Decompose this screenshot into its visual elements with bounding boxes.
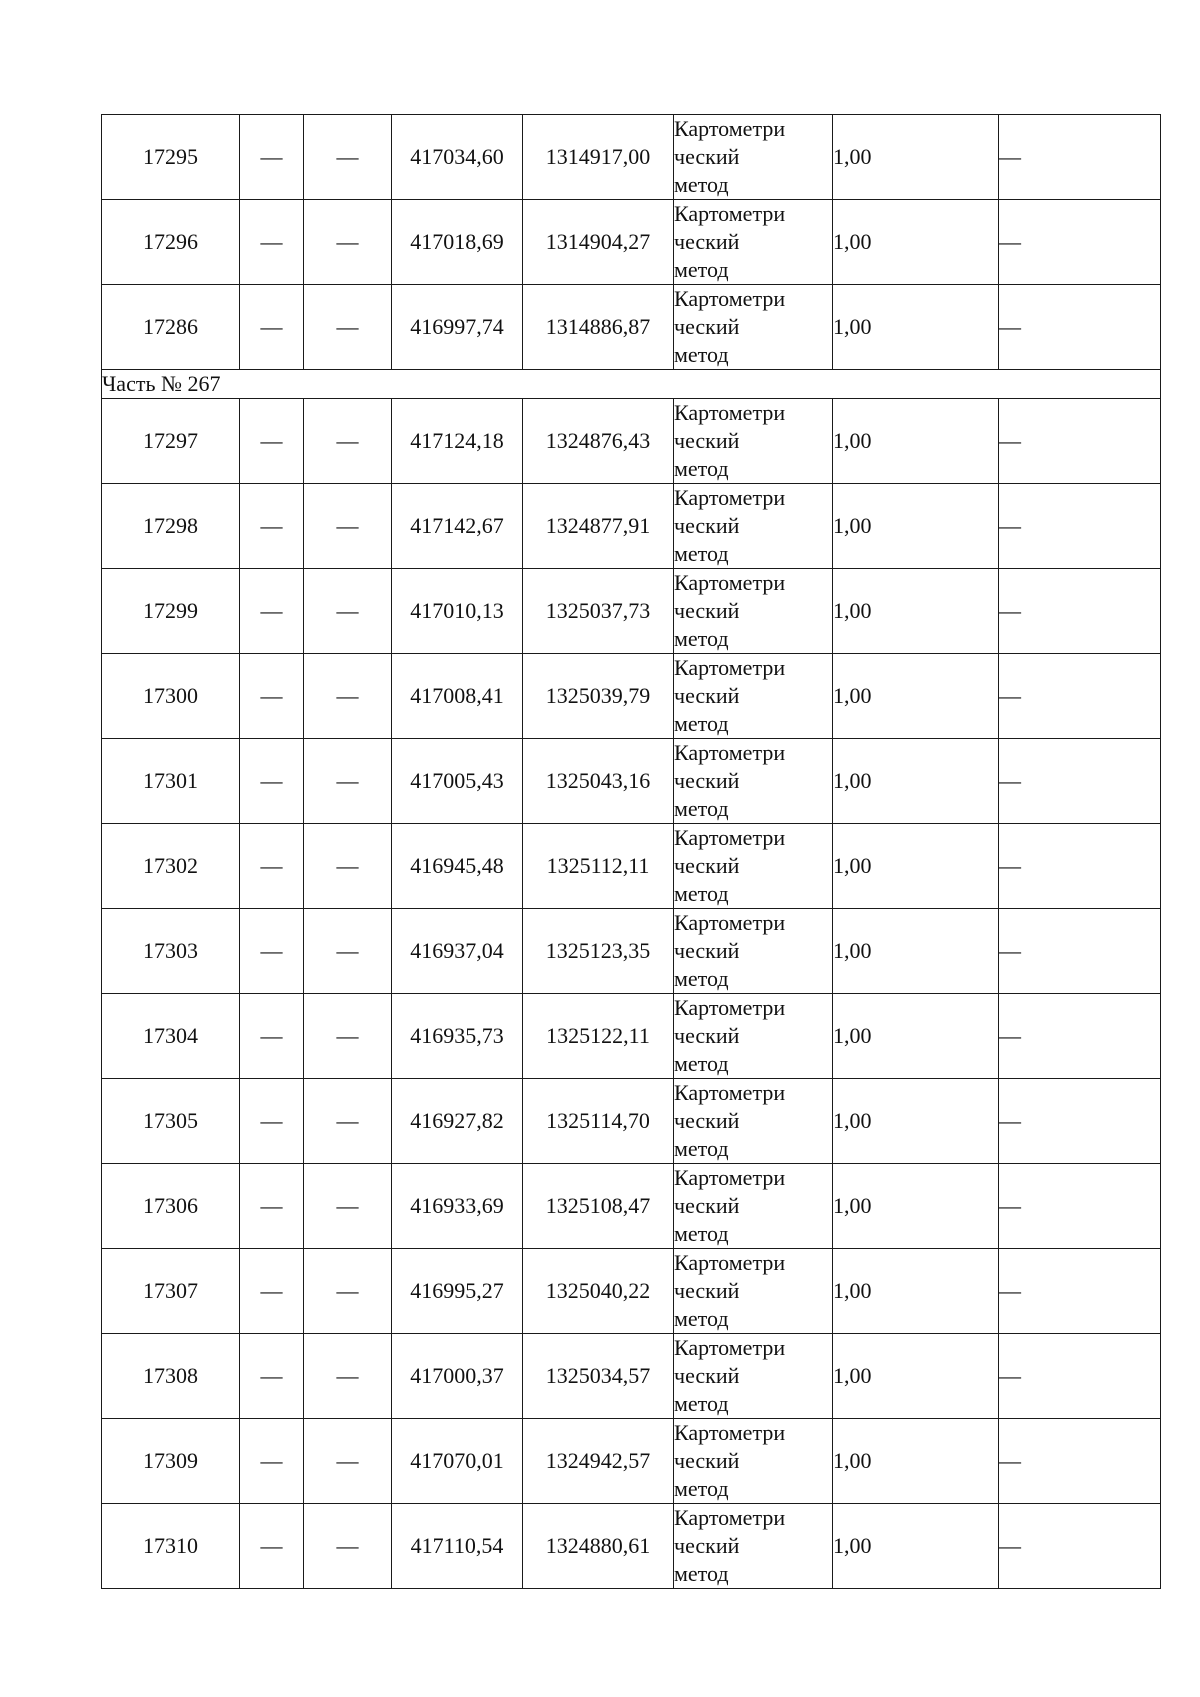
method-text-line: Картометри (674, 740, 786, 765)
x-coordinate-cell: 416935,73 (392, 994, 523, 1079)
method-text-line: ческий (674, 768, 740, 793)
point-number-cell: 17310 (102, 1504, 240, 1589)
method-text-line: ческий (674, 428, 740, 453)
x-coordinate-cell: 416937,04 (392, 909, 523, 994)
old-x-cell: — (240, 569, 304, 654)
coordinates-table (101, 114, 1161, 1589)
method-cell (674, 1164, 833, 1249)
old-y-cell: — (304, 654, 392, 739)
y-coordinate-cell: 1325043,16 (523, 739, 674, 824)
method-cell (674, 115, 833, 200)
table-row (102, 285, 1161, 370)
method-text-line: метод (674, 711, 729, 736)
accuracy-cell: 1,00 (833, 115, 999, 200)
method-text-line: метод (674, 342, 729, 367)
method-text-line: метод (674, 1391, 729, 1416)
point-number-cell: 17301 (102, 739, 240, 824)
accuracy-cell: 1,00 (833, 994, 999, 1079)
accuracy-cell: 1,00 (833, 200, 999, 285)
x-coordinate-cell: 417005,43 (392, 739, 523, 824)
method-text-line: метод (674, 456, 729, 481)
x-coordinate-cell: 416933,69 (392, 1164, 523, 1249)
old-x-cell: — (240, 115, 304, 200)
old-x-cell: — (240, 824, 304, 909)
method-text-line: метод (674, 1221, 729, 1246)
method-cell (674, 824, 833, 909)
table-row (102, 1334, 1161, 1419)
method-text-line: метод (674, 626, 729, 651)
method-text-line: метод (674, 257, 729, 282)
description-cell: — (999, 399, 1161, 484)
old-x-cell: — (240, 1164, 304, 1249)
method-text-line: Картометри (674, 910, 786, 935)
y-coordinate-cell: 1314886,87 (523, 285, 674, 370)
accuracy-cell: 1,00 (833, 739, 999, 824)
accuracy-cell: 1,00 (833, 1249, 999, 1334)
x-coordinate-cell: 417070,01 (392, 1419, 523, 1504)
point-number-cell: 17286 (102, 285, 240, 370)
description-cell: — (999, 739, 1161, 824)
method-text-line: Картометри (674, 116, 786, 141)
table-row (102, 1249, 1161, 1334)
old-y-cell: — (304, 1334, 392, 1419)
table-row (102, 484, 1161, 569)
method-text-line: Картометри (674, 1250, 786, 1275)
method-cell (674, 1334, 833, 1419)
description-cell: — (999, 484, 1161, 569)
old-x-cell: — (240, 1504, 304, 1589)
x-coordinate-cell: 417124,18 (392, 399, 523, 484)
old-x-cell: — (240, 399, 304, 484)
old-x-cell: — (240, 1334, 304, 1419)
method-text-line: Картометри (674, 825, 786, 850)
old-x-cell: — (240, 1419, 304, 1504)
method-text-line: метод (674, 1476, 729, 1501)
method-cell (674, 569, 833, 654)
accuracy-cell: 1,00 (833, 285, 999, 370)
x-coordinate-cell: 417034,60 (392, 115, 523, 200)
description-cell: — (999, 1079, 1161, 1164)
table-row (102, 1504, 1161, 1589)
method-text-line: ческий (674, 1533, 740, 1558)
method-text-line: Картометри (674, 201, 786, 226)
point-number-cell: 17306 (102, 1164, 240, 1249)
x-coordinate-cell: 417000,37 (392, 1334, 523, 1419)
accuracy-cell: 1,00 (833, 1164, 999, 1249)
point-number-cell: 17309 (102, 1419, 240, 1504)
y-coordinate-cell: 1325123,35 (523, 909, 674, 994)
method-text-line: метод (674, 1561, 729, 1586)
y-coordinate-cell: 1325114,70 (523, 1079, 674, 1164)
method-cell (674, 399, 833, 484)
method-text-line: ческий (674, 1108, 740, 1133)
y-coordinate-cell: 1325039,79 (523, 654, 674, 739)
x-coordinate-cell: 417018,69 (392, 200, 523, 285)
old-x-cell: — (240, 739, 304, 824)
accuracy-cell: 1,00 (833, 1334, 999, 1419)
old-y-cell: — (304, 484, 392, 569)
table-row (102, 399, 1161, 484)
y-coordinate-cell: 1324876,43 (523, 399, 674, 484)
method-text-line: ческий (674, 1023, 740, 1048)
method-text-line: Картометри (674, 655, 786, 680)
point-number-cell: 17305 (102, 1079, 240, 1164)
point-number-cell: 17308 (102, 1334, 240, 1419)
method-text-line: ческий (674, 853, 740, 878)
old-x-cell: — (240, 200, 304, 285)
y-coordinate-cell: 1325034,57 (523, 1334, 674, 1419)
method-text-line: ческий (674, 144, 740, 169)
method-cell (674, 285, 833, 370)
method-cell (674, 994, 833, 1079)
old-y-cell: — (304, 200, 392, 285)
method-text-line: Картометри (674, 1165, 786, 1190)
x-coordinate-cell: 416945,48 (392, 824, 523, 909)
old-x-cell: — (240, 1079, 304, 1164)
table-row (102, 1164, 1161, 1249)
method-text-line: ческий (674, 513, 740, 538)
method-text-line: Картометри (674, 570, 786, 595)
table-body (102, 115, 1161, 1589)
old-y-cell: — (304, 1079, 392, 1164)
old-y-cell: — (304, 1504, 392, 1589)
method-text-line: ческий (674, 598, 740, 623)
y-coordinate-cell: 1324877,91 (523, 484, 674, 569)
description-cell: — (999, 1249, 1161, 1334)
method-text-line: ческий (674, 229, 740, 254)
method-text-line: метод (674, 881, 729, 906)
point-number-cell: 17304 (102, 994, 240, 1079)
y-coordinate-cell: 1325040,22 (523, 1249, 674, 1334)
method-text-line: ческий (674, 1193, 740, 1218)
method-cell (674, 1079, 833, 1164)
accuracy-cell: 1,00 (833, 654, 999, 739)
old-y-cell: — (304, 569, 392, 654)
description-cell: — (999, 1334, 1161, 1419)
old-x-cell: — (240, 994, 304, 1079)
description-cell: — (999, 569, 1161, 654)
method-text-line: метод (674, 796, 729, 821)
point-number-cell: 17307 (102, 1249, 240, 1334)
x-coordinate-cell: 416927,82 (392, 1079, 523, 1164)
old-y-cell: — (304, 824, 392, 909)
x-coordinate-cell: 417008,41 (392, 654, 523, 739)
method-cell (674, 1249, 833, 1334)
old-x-cell: — (240, 654, 304, 739)
old-x-cell: — (240, 285, 304, 370)
point-number-cell: 17299 (102, 569, 240, 654)
old-y-cell: — (304, 399, 392, 484)
method-text-line: ческий (674, 1448, 740, 1473)
method-text-line: Картометри (674, 1080, 786, 1105)
method-text-line: метод (674, 172, 729, 197)
old-x-cell: — (240, 1249, 304, 1334)
y-coordinate-cell: 1324880,61 (523, 1504, 674, 1589)
method-text-line: Картометри (674, 400, 786, 425)
x-coordinate-cell: 417010,13 (392, 569, 523, 654)
old-y-cell: — (304, 994, 392, 1079)
old-y-cell: — (304, 1249, 392, 1334)
y-coordinate-cell: 1324942,57 (523, 1419, 674, 1504)
description-cell: — (999, 654, 1161, 739)
description-cell: — (999, 994, 1161, 1079)
old-x-cell: — (240, 484, 304, 569)
method-text-line: метод (674, 1136, 729, 1161)
x-coordinate-cell: 417110,54 (392, 1504, 523, 1589)
y-coordinate-cell: 1314917,00 (523, 115, 674, 200)
description-cell: — (999, 115, 1161, 200)
accuracy-cell: 1,00 (833, 399, 999, 484)
point-number-cell: 17302 (102, 824, 240, 909)
accuracy-cell: 1,00 (833, 484, 999, 569)
method-cell (674, 200, 833, 285)
point-number-cell: 17300 (102, 654, 240, 739)
old-y-cell: — (304, 739, 392, 824)
method-text-line: Картометри (674, 1420, 786, 1445)
method-text-line: ческий (674, 683, 740, 708)
x-coordinate-cell: 416995,27 (392, 1249, 523, 1334)
method-text-line: метод (674, 541, 729, 566)
point-number-cell: 17297 (102, 399, 240, 484)
table-row (102, 654, 1161, 739)
table-row (102, 824, 1161, 909)
table-row (102, 569, 1161, 654)
old-y-cell: — (304, 1419, 392, 1504)
point-number-cell: 17298 (102, 484, 240, 569)
table-row (102, 1079, 1161, 1164)
point-number-cell: 17296 (102, 200, 240, 285)
table-row (102, 994, 1161, 1079)
method-cell (674, 1419, 833, 1504)
method-text-line: ческий (674, 1278, 740, 1303)
description-cell: — (999, 285, 1161, 370)
old-y-cell: — (304, 115, 392, 200)
method-text-line: Картометри (674, 286, 786, 311)
part-label: Часть № 267 (102, 370, 1161, 399)
point-number-cell: 17303 (102, 909, 240, 994)
table-row (102, 115, 1161, 200)
old-y-cell: — (304, 1164, 392, 1249)
old-y-cell: — (304, 909, 392, 994)
accuracy-cell: 1,00 (833, 1419, 999, 1504)
description-cell: — (999, 1504, 1161, 1589)
description-cell: — (999, 1164, 1161, 1249)
method-text-line: метод (674, 1051, 729, 1076)
method-cell (674, 739, 833, 824)
method-text-line: метод (674, 1306, 729, 1331)
y-coordinate-cell: 1325037,73 (523, 569, 674, 654)
y-coordinate-cell: 1314904,27 (523, 200, 674, 285)
accuracy-cell: 1,00 (833, 909, 999, 994)
method-text-line: ческий (674, 938, 740, 963)
accuracy-cell: 1,00 (833, 569, 999, 654)
description-cell: — (999, 1419, 1161, 1504)
method-text-line: Картометри (674, 995, 786, 1020)
method-text-line: метод (674, 966, 729, 991)
x-coordinate-cell: 417142,67 (392, 484, 523, 569)
y-coordinate-cell: 1325112,11 (523, 824, 674, 909)
point-number-cell: 17295 (102, 115, 240, 200)
description-cell: — (999, 200, 1161, 285)
table-row (102, 200, 1161, 285)
method-text-line: ческий (674, 1363, 740, 1388)
method-cell (674, 909, 833, 994)
method-text-line: Картометри (674, 1335, 786, 1360)
y-coordinate-cell: 1325108,47 (523, 1164, 674, 1249)
old-x-cell: — (240, 909, 304, 994)
method-text-line: ческий (674, 314, 740, 339)
method-cell (674, 484, 833, 569)
method-cell (674, 1504, 833, 1589)
old-y-cell: — (304, 285, 392, 370)
part-header-row (102, 370, 1161, 399)
table-row (102, 739, 1161, 824)
description-cell: — (999, 909, 1161, 994)
method-cell (674, 654, 833, 739)
y-coordinate-cell: 1325122,11 (523, 994, 674, 1079)
x-coordinate-cell: 416997,74 (392, 285, 523, 370)
accuracy-cell: 1,00 (833, 1504, 999, 1589)
method-text-line: Картометри (674, 485, 786, 510)
accuracy-cell: 1,00 (833, 1079, 999, 1164)
accuracy-cell: 1,00 (833, 824, 999, 909)
method-text-line: Картометри (674, 1505, 786, 1530)
description-cell: — (999, 824, 1161, 909)
table-row (102, 909, 1161, 994)
table-row (102, 1419, 1161, 1504)
